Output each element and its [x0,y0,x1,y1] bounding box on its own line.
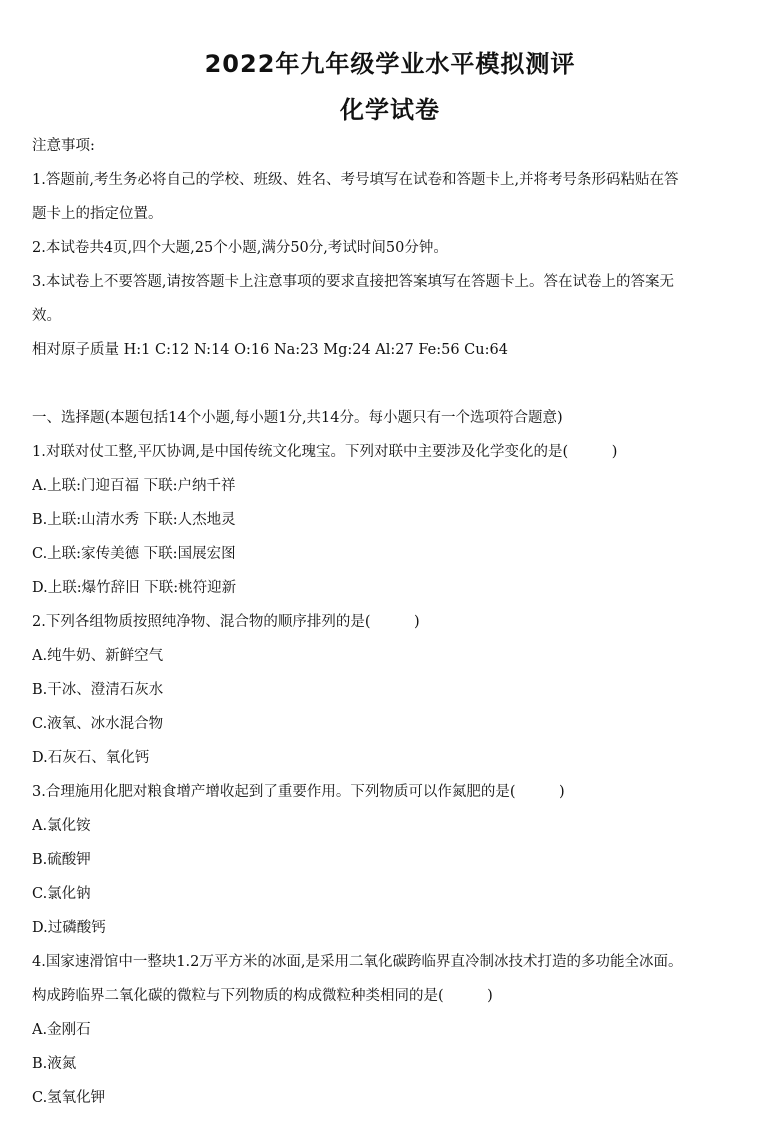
exam-subtitle: 化学试卷 [340,96,440,124]
section-1-heading: 一、选择题(本题包括14个小题,每小题1分,共14分。每小题只有一个选项符合题意) [32,410,563,426]
note-item-2: 2.本试卷共4页,四个大题,25个小题,满分50分,考试时间50分钟。 [32,240,448,256]
question-2-stem: 2.下列各组物质按照纯净物、混合物的顺序排列的是( ) [32,614,420,630]
question-3-option-d: D.过磷酸钙 [32,920,106,936]
question-1-stem: 1.对联对仗工整,平仄协调,是中国传统文化瑰宝。下列对联中主要涉及化学变化的是( ) [32,444,618,460]
note-item-3-line-1: 3.本试卷上不要答题,请按答题卡上注意事项的要求直接把答案填写在答题卡上。答在试卷上的答案无 [32,274,674,290]
question-2-option-d: D.石灰石、氧化钙 [32,750,150,766]
exam-title: 2022年九年级学业水平模拟测评 [204,50,576,78]
question-1-option-c: C.上联:家传美德 下联:国展宏图 [32,546,236,562]
question-4-stem-line-2: 构成跨临界二氧化碳的微粒与下列物质的构成微粒种类相同的是( ) [32,988,493,1004]
question-2-option-a: A.纯牛奶、新鲜空气 [32,648,164,664]
question-4-option-a: A.金刚石 [32,1022,91,1038]
question-2-option-b: B.干冰、澄清石灰水 [32,682,164,698]
question-4-option-b: B.液氮 [32,1056,77,1072]
note-item-3-line-2: 效。 [32,308,61,324]
question-3-option-b: B.硫酸钾 [32,852,91,868]
note-item-1-line-2: 题卡上的指定位置。 [32,206,163,222]
note-item-1-line-1: 1.答题前,考生务必将自己的学校、班级、姓名、考号填写在试卷和答题卡上,并将考号条形码粘贴在答 [32,172,679,188]
question-3-option-a: A.氯化铵 [32,818,91,834]
question-4-option-c: C.氢氧化钾 [32,1090,106,1106]
question-1-option-d: D.上联:爆竹辞旧 下联:桃符迎新 [32,580,237,596]
question-3-stem: 3.合理施用化肥对粮食增产增收起到了重要作用。下列物质可以作氮肥的是( ) [32,784,565,800]
question-2-option-c: C.液氧、冰水混合物 [32,716,164,732]
question-1-option-b: B.上联:山清水秀 下联:人杰地灵 [32,512,236,528]
question-4-stem-line-1: 4.国家速滑馆中一整块1.2万平方米的冰面,是采用二氧化碳跨临界直冷制冰技术打造的多功能全冰面。 [32,954,683,970]
atomic-mass-line: 相对原子质量 H:1 C:12 N:14 O:16 Na:23 Mg:24 Al:27 Fe:56 Cu:64 [32,342,508,358]
notes-heading: 注意事项: [32,138,95,154]
question-1-option-a: A.上联:门迎百福 下联:户纳千祥 [32,478,236,494]
question-3-option-c: C.氯化钠 [32,886,91,902]
